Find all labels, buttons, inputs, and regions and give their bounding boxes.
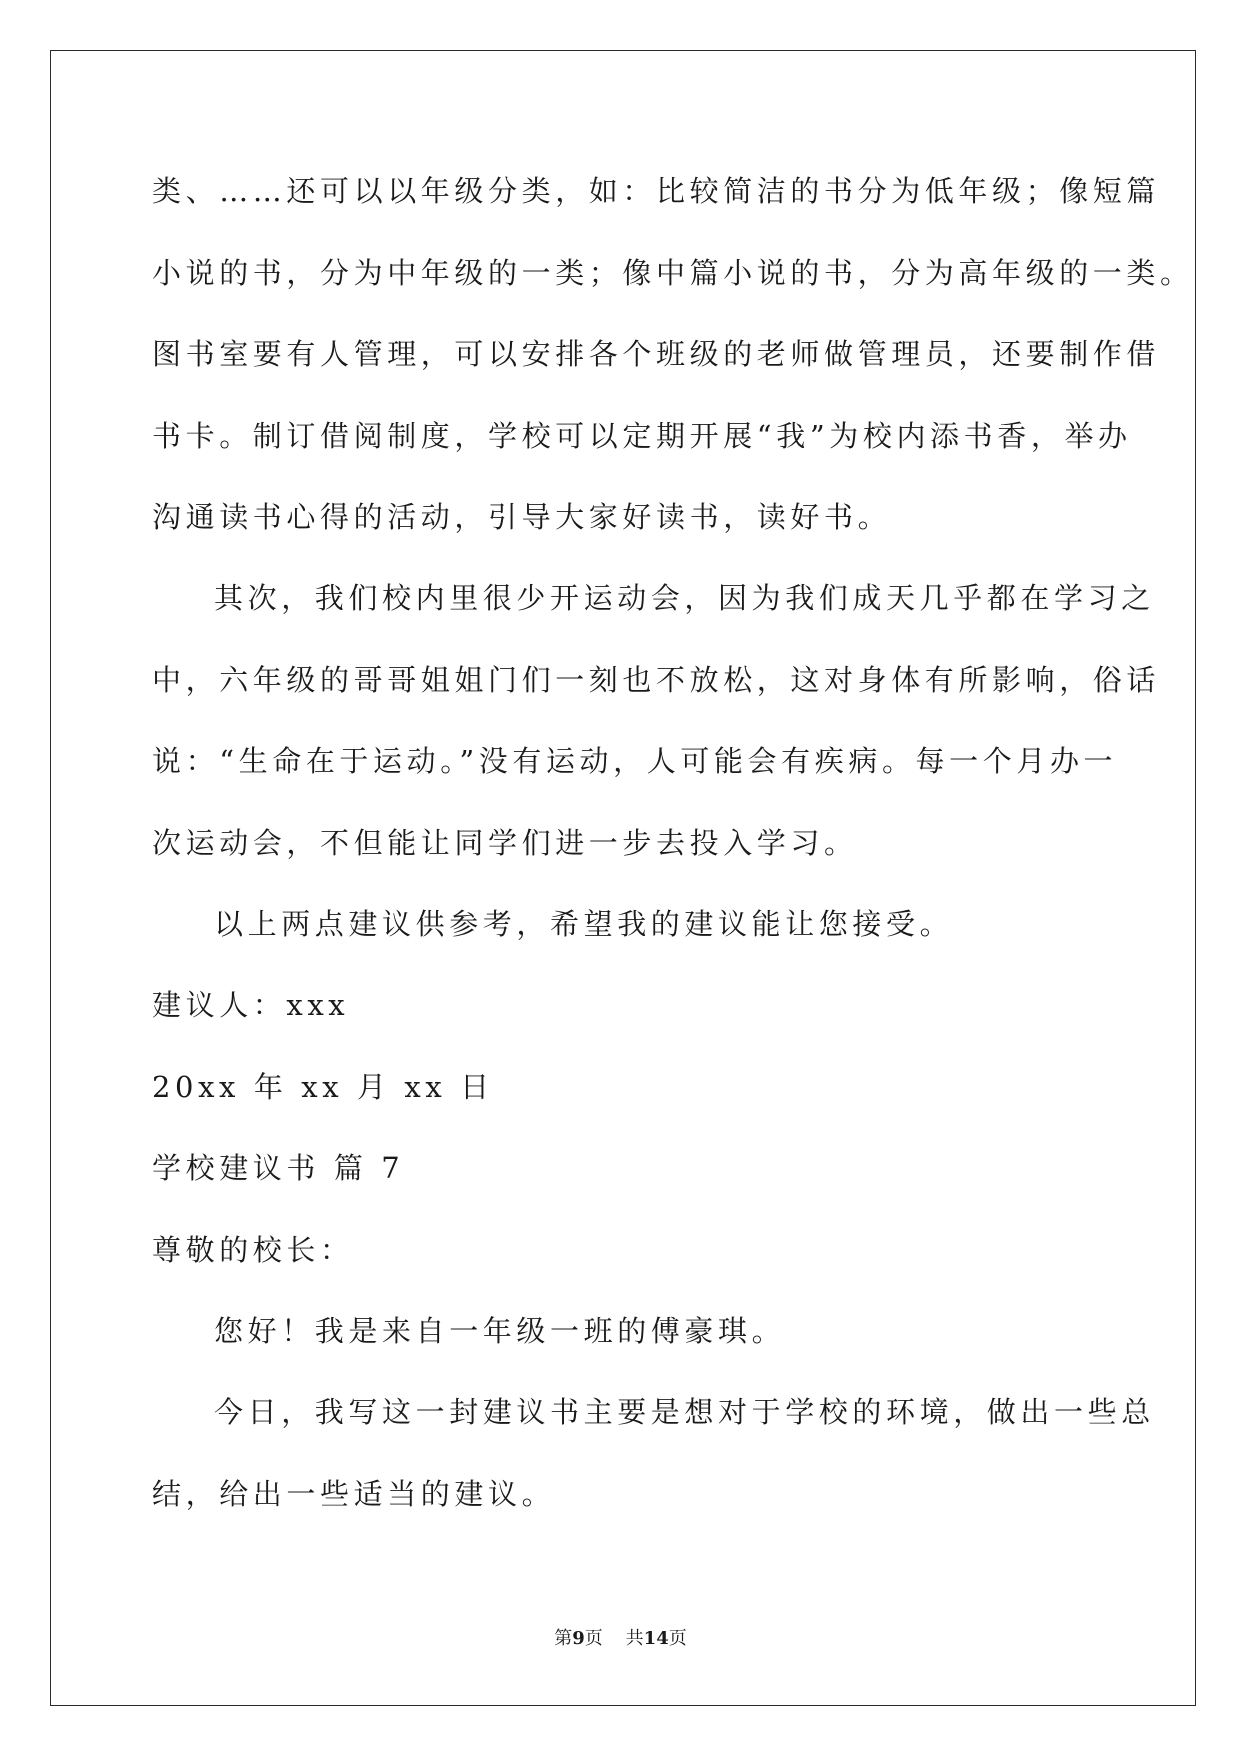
paragraph-first-line: 以上两点建议供参考，希望我的建议能让您接受。	[214, 907, 954, 941]
section-heading: 学校建议书 篇 7	[152, 1151, 405, 1185]
footer-total-prefix: 共	[625, 1628, 644, 1649]
footer-page-prefix: 第	[554, 1628, 573, 1649]
date-line: 20xx 年 xx 月 xx 日	[152, 1070, 494, 1104]
text-line: 小说的书，分为中年级的一类；像中篇小说的书，分为高年级的一类。	[152, 256, 1194, 290]
text-line: 类、……还可以以年级分类，如：比较简洁的书分为低年级；像短篇	[152, 174, 1161, 208]
text-line: 结，给出一些适当的建议。	[152, 1477, 556, 1511]
text-line: 次运动会，不但能让同学们进一步去投入学习。	[152, 826, 858, 860]
paragraph-first-line: 您好！我是来自一年级一班的傅豪琪。	[214, 1314, 786, 1348]
text-line: 中，六年级的哥哥姐姐门们一刻也不放松，这对身体有所影响，俗话	[152, 663, 1161, 697]
footer-page-number: 9	[572, 1628, 585, 1649]
footer-page-suffix: 页	[584, 1628, 603, 1649]
text-line: 说：“生命在于运动。”没有运动，人可能会有疾病。每一个月办一	[152, 744, 1118, 778]
footer-total-suffix: 页	[668, 1628, 687, 1649]
signature-line: 建议人：xxx	[152, 988, 350, 1022]
page-footer	[0, 1627, 1241, 1651]
text-line: 书卡。制订借阅制度，学校可以定期开展“我”为校内添书香，举办	[152, 419, 1132, 453]
footer-total-pages: 14	[643, 1628, 669, 1649]
page-border	[50, 50, 1196, 1706]
text-line: 图书室要有人管理，可以安排各个班级的老师做管理员，还要制作借	[152, 337, 1161, 371]
text-line: 沟通读书心得的活动，引导大家好读书，读好书。	[152, 500, 892, 534]
paragraph-first-line: 其次，我们校内里很少开运动会，因为我们成天几乎都在学习之	[214, 581, 1155, 615]
salutation: 尊敬的校长：	[152, 1233, 354, 1267]
paragraph-first-line: 今日，我写这一封建议书主要是想对于学校的环境，做出一些总	[214, 1395, 1155, 1429]
